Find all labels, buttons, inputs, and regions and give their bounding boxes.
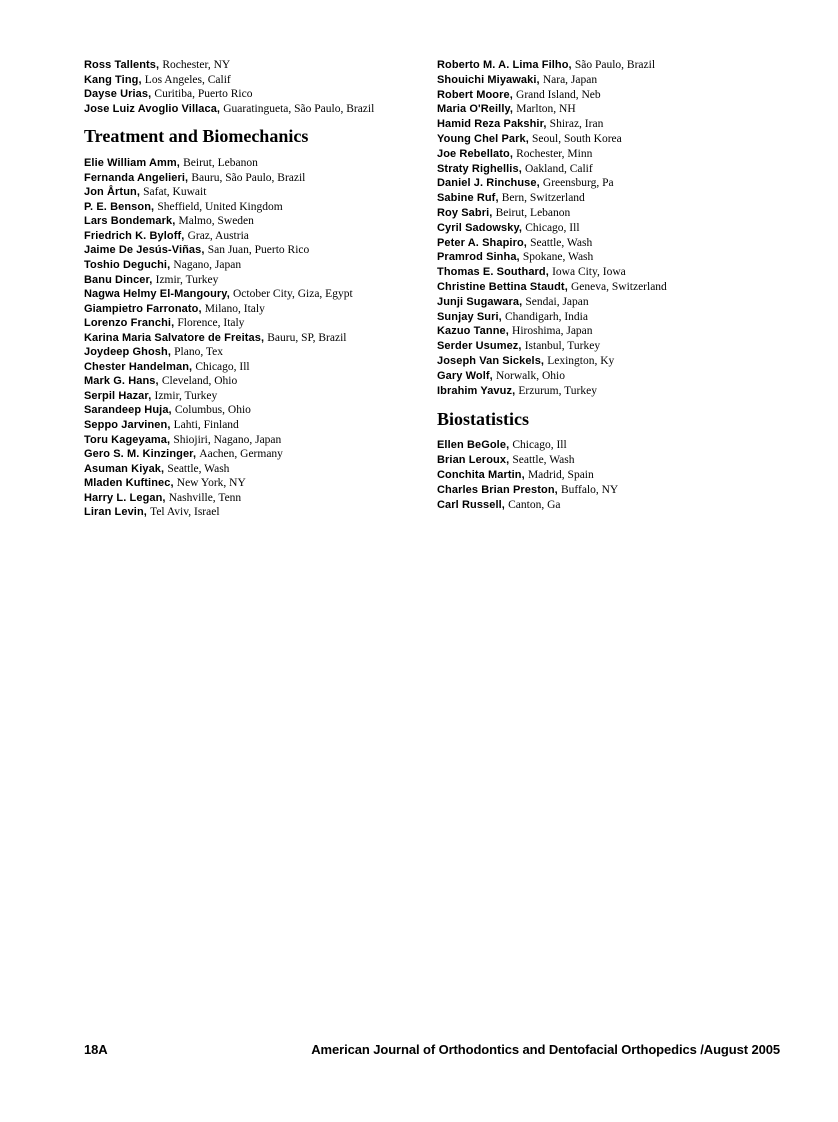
reviewer-entry	[437, 482, 787, 497]
biostatistics-reviewer-list	[437, 437, 787, 511]
reviewer-name: Roy Sabri ,	[437, 207, 496, 219]
reviewer-name: Christine Bettina Staudt ,	[437, 281, 571, 293]
reviewer-entry	[437, 101, 787, 116]
reviewer-name: Jon Årtun ,	[84, 186, 143, 198]
reviewer-entry	[84, 461, 434, 476]
reviewer-name: Thomas E. Southard ,	[437, 266, 552, 278]
reviewer-location: Nara, Japan	[542, 73, 598, 86]
reviewer-name: Conchita Martin ,	[437, 469, 528, 481]
reviewer-name: Giampietro Farronato ,	[84, 303, 205, 315]
reviewer-location: Malmo, Sweden	[178, 215, 254, 228]
reviewer-entry	[84, 101, 434, 116]
reviewer-entry	[84, 184, 434, 199]
reviewer-entry	[84, 155, 434, 170]
reviewer-location: Bauru, SP, Brazil	[267, 331, 347, 344]
reviewer-name: Toru Kageyama ,	[84, 434, 173, 446]
reviewer-location: Cleveland, Ohio	[161, 375, 238, 388]
reviewer-name: Straty Righellis ,	[437, 163, 525, 175]
reviewer-name: Nagwa Helmy El-Mangoury ,	[84, 288, 233, 300]
reviewer-name: Gary Wolf ,	[437, 370, 496, 382]
reviewer-location: San Juan, Puerto Rico	[207, 244, 310, 257]
reviewer-name: Robert Moore ,	[437, 89, 516, 101]
reviewer-entry	[84, 170, 434, 185]
reviewer-location: São Paulo, Brazil	[574, 59, 656, 71]
reviewer-location: Lahti, Finland	[173, 419, 239, 432]
reviewer-location: Buffalo, NY	[560, 483, 619, 496]
reviewer-entry	[84, 301, 434, 316]
reviewer-entry	[84, 86, 434, 101]
reviewer-location: Seattle, Wash	[530, 236, 593, 249]
reviewer-entry	[437, 131, 787, 146]
reviewer-name: Shouichi Miyawaki ,	[437, 74, 543, 86]
reviewer-entry	[84, 330, 434, 345]
reviewer-entry	[84, 432, 434, 447]
reviewer-location: Chicago, Ill	[195, 360, 250, 373]
reviewer-entry	[437, 264, 787, 279]
reviewer-name: Jaime De Jesús-Viñas ,	[84, 244, 208, 256]
reviewer-entry	[437, 175, 787, 190]
reviewer-entry	[437, 279, 787, 294]
reviewer-location: Rochester, NY	[162, 59, 231, 71]
reviewer-entry	[437, 467, 787, 482]
reviewer-name: Maria O'Reilly ,	[437, 103, 516, 115]
reviewer-location: Spokane, Wash	[522, 251, 594, 264]
reviewer-entry	[437, 87, 787, 102]
reviewer-entry	[437, 323, 787, 338]
reviewer-name: Harry L. Legan ,	[84, 492, 169, 504]
reviewer-name: Joe Rebellato ,	[437, 148, 516, 160]
reviewer-entry	[84, 257, 434, 272]
reviewer-location: Plano, Tex	[174, 346, 223, 359]
reviewer-entry	[437, 249, 787, 264]
reviewer-location: Bern, Switzerland	[501, 192, 585, 205]
reviewer-name: Liran Levin ,	[84, 506, 150, 518]
right-column	[437, 57, 787, 511]
reviewer-name: Peter A. Shapiro ,	[437, 237, 530, 249]
reviewer-entry	[84, 388, 434, 403]
reviewer-name: Banu Dincer ,	[84, 274, 156, 286]
reviewer-location: Madrid, Spain	[527, 468, 594, 481]
reviewer-entry	[84, 344, 434, 359]
reviewer-entry	[84, 446, 434, 461]
reviewer-location: Lexington, Ky	[547, 354, 615, 367]
page-number: 18A	[84, 1042, 108, 1057]
reviewer-name: Sarandeep Huja ,	[84, 404, 175, 416]
reviewer-location: Florence, Italy	[177, 317, 245, 330]
reviewer-entry	[84, 504, 434, 519]
reviewer-entry	[84, 373, 434, 388]
reviewer-entry	[437, 497, 787, 512]
reviewer-location: Izmir, Turkey	[154, 389, 218, 402]
reviewer-location: Marlton, NH	[516, 103, 576, 116]
reviewer-name: Mark G. Hans ,	[84, 375, 162, 387]
reviewer-location: Chandigarh, India	[504, 310, 588, 323]
reviewer-entry	[437, 190, 787, 205]
reviewer-entry	[84, 199, 434, 214]
reviewer-name: Pramrod Sinha ,	[437, 251, 523, 263]
reviewer-location: Chicago, Ill	[525, 221, 580, 234]
reviewer-name: Lars Bondemark ,	[84, 215, 179, 227]
reviewer-name: Dayse Urias ,	[84, 88, 154, 100]
page-footer	[84, 1042, 780, 1057]
reviewer-name: Toshio Deguchi ,	[84, 259, 173, 271]
reviewer-name: Fernanda Angelieri ,	[84, 172, 191, 184]
reviewer-entry	[437, 353, 787, 368]
reviewer-location: Grand Island, Neb	[516, 88, 601, 101]
reviewer-name: Kang Ting ,	[84, 74, 145, 86]
reviewer-entry	[84, 72, 434, 87]
reviewer-location: Iowa City, Iowa	[552, 266, 626, 279]
reviewer-location: Beirut, Lebanon	[183, 157, 258, 170]
reviewer-entry	[84, 402, 434, 417]
reviewer-location: Rochester, Minn	[516, 147, 593, 160]
reviewer-entry	[437, 161, 787, 176]
treatment-reviewer-list	[84, 155, 434, 519]
reviewer-location: Erzurum, Turkey	[518, 384, 597, 397]
reviewer-name: Serpil Hazar ,	[84, 390, 155, 402]
reviewer-location: Greensburg, Pa	[542, 177, 614, 190]
reviewer-entry	[84, 57, 434, 72]
reviewer-entry	[84, 286, 434, 301]
reviewer-location: Shiraz, Iran	[549, 118, 604, 131]
reviewer-entry	[84, 228, 434, 243]
reviewer-entry	[84, 475, 434, 490]
reviewer-location: Seoul, South Korea	[532, 132, 622, 145]
reviewer-entry	[84, 417, 434, 432]
reviewer-name: Carl Russell ,	[437, 499, 508, 511]
reviewer-entry	[437, 294, 787, 309]
reviewer-entry	[437, 452, 787, 467]
reviewer-location: Tel Aviv, Israel	[150, 506, 220, 519]
reviewer-entry	[84, 242, 434, 257]
reviewer-location: Nashville, Tenn	[168, 491, 242, 504]
section-heading-biostatistics: Biostatistics	[437, 409, 529, 430]
reviewer-name: Joydeep Ghosh ,	[84, 346, 174, 358]
reviewer-entry	[437, 72, 787, 87]
reviewer-entry	[437, 437, 787, 452]
reviewer-entry	[437, 116, 787, 131]
reviewer-name: Ellen BeGole ,	[437, 439, 512, 451]
reviewer-location: Oakland, Calif	[525, 162, 593, 175]
reviewer-name: Daniel J. Rinchuse ,	[437, 177, 543, 189]
reviewer-location: New York, NY	[176, 477, 246, 490]
reviewer-location: Aachen, Germany	[199, 448, 283, 461]
reviewer-location: Sheffield, United Kingdom	[157, 200, 283, 213]
reviewer-name: Asuman Kiyak ,	[84, 463, 167, 475]
reviewer-location: Shiojiri, Nagano, Japan	[173, 433, 282, 446]
reviewer-location: Istanbul, Turkey	[524, 340, 601, 353]
reviewer-entry	[437, 220, 787, 235]
reviewer-location: October City, Giza, Egypt	[233, 288, 353, 301]
reviewer-location: Graz, Austria	[187, 229, 249, 242]
reviewer-location: Sendai, Japan	[525, 295, 589, 308]
reviewer-location: Los Angeles, Calif	[144, 73, 231, 86]
reviewer-entry	[84, 359, 434, 374]
reviewer-name: Chester Handelman ,	[84, 361, 195, 373]
reviewer-name: Sabine Ruf ,	[437, 192, 502, 204]
reviewer-location: Safat, Kuwait	[143, 186, 207, 199]
reviewer-location: Hiroshima, Japan	[512, 325, 593, 338]
reviewer-name: Mladen Kuftinec ,	[84, 477, 177, 489]
reviewer-name: Junji Sugawara ,	[437, 296, 525, 308]
reviewer-name: Roberto M. A. Lima Filho ,	[437, 59, 575, 71]
reviewer-name: Lorenzo Franchi ,	[84, 317, 177, 329]
reviewer-name: P. E. Benson ,	[84, 201, 157, 213]
reviewer-name: Elie William Amm ,	[84, 157, 183, 169]
reviewer-entry	[437, 383, 787, 398]
reviewer-name: Seppo Jarvinen ,	[84, 419, 174, 431]
reviewer-entry	[84, 213, 434, 228]
left-column	[84, 57, 434, 519]
reviewer-location: Geneva, Switzerland	[571, 280, 667, 293]
section-heading-treatment-and-biomechanics: Treatment and Biomechanics	[84, 126, 309, 147]
reviewer-entry	[437, 205, 787, 220]
reviewer-name: Young Chel Park ,	[437, 133, 532, 145]
reviewer-name: Brian Leroux ,	[437, 454, 512, 466]
reviewer-list-continued	[84, 57, 434, 115]
reviewer-entry	[437, 57, 787, 72]
reviewer-entry	[84, 490, 434, 505]
reviewer-name: Sunjay Suri ,	[437, 311, 505, 323]
reviewer-name: Ross Tallents ,	[84, 59, 162, 71]
reviewer-location: Curitiba, Puerto Rico	[154, 88, 253, 101]
reviewer-location: Norwalk, Ohio	[495, 369, 565, 382]
reviewer-entry	[437, 338, 787, 353]
reviewer-location: Nagano, Japan	[173, 259, 242, 272]
reviewer-location: Canton, Ga	[508, 498, 561, 511]
reviewer-location: Izmir, Turkey	[155, 273, 219, 286]
reviewer-entry	[437, 368, 787, 383]
reviewer-location: Beirut, Lebanon	[495, 206, 571, 219]
reviewer-entry	[437, 235, 787, 250]
reviewer-name: Karina Maria Salvatore de Freitas ,	[84, 332, 267, 344]
reviewer-location: Seattle, Wash	[167, 462, 230, 475]
reviewer-location: Guaratingueta, São Paulo, Brazil	[223, 102, 375, 115]
reviewer-location: Columbus, Ohio	[174, 404, 251, 417]
reviewer-name: Friedrich K. Byloff ,	[84, 230, 188, 242]
reviewer-name: Jose Luiz Avoglio Villaca ,	[84, 103, 223, 115]
reviewer-location: Milano, Italy	[204, 302, 265, 315]
reviewer-name: Joseph Van Sickels ,	[437, 355, 547, 367]
reviewer-location: Bauru, São Paulo, Brazil	[191, 171, 306, 184]
reviewer-entry	[84, 272, 434, 287]
reviewer-location: Chicago, Ill	[512, 439, 567, 452]
reviewer-entry	[437, 309, 787, 324]
treatment-reviewer-list-continued	[437, 57, 787, 397]
reviewer-name: Ibrahim Yavuz ,	[437, 385, 518, 397]
reviewer-name: Serder Usumez ,	[437, 340, 525, 352]
reviewer-location: Seattle, Wash	[512, 454, 575, 467]
reviewer-entry	[437, 146, 787, 161]
reviewer-entry	[84, 315, 434, 330]
reviewer-name: Cyril Sadowsky ,	[437, 222, 525, 234]
journal-footer-line: American Journal of Orthodontics and Dentofacial Orthopedics /August 2005	[311, 1042, 780, 1057]
reviewer-name: Kazuo Tanne ,	[437, 325, 512, 337]
reviewer-name: Charles Brian Preston ,	[437, 484, 561, 496]
reviewer-name: Hamid Reza Pakshir ,	[437, 118, 550, 130]
reviewer-name: Gero S. M. Kinzinger ,	[84, 448, 199, 460]
